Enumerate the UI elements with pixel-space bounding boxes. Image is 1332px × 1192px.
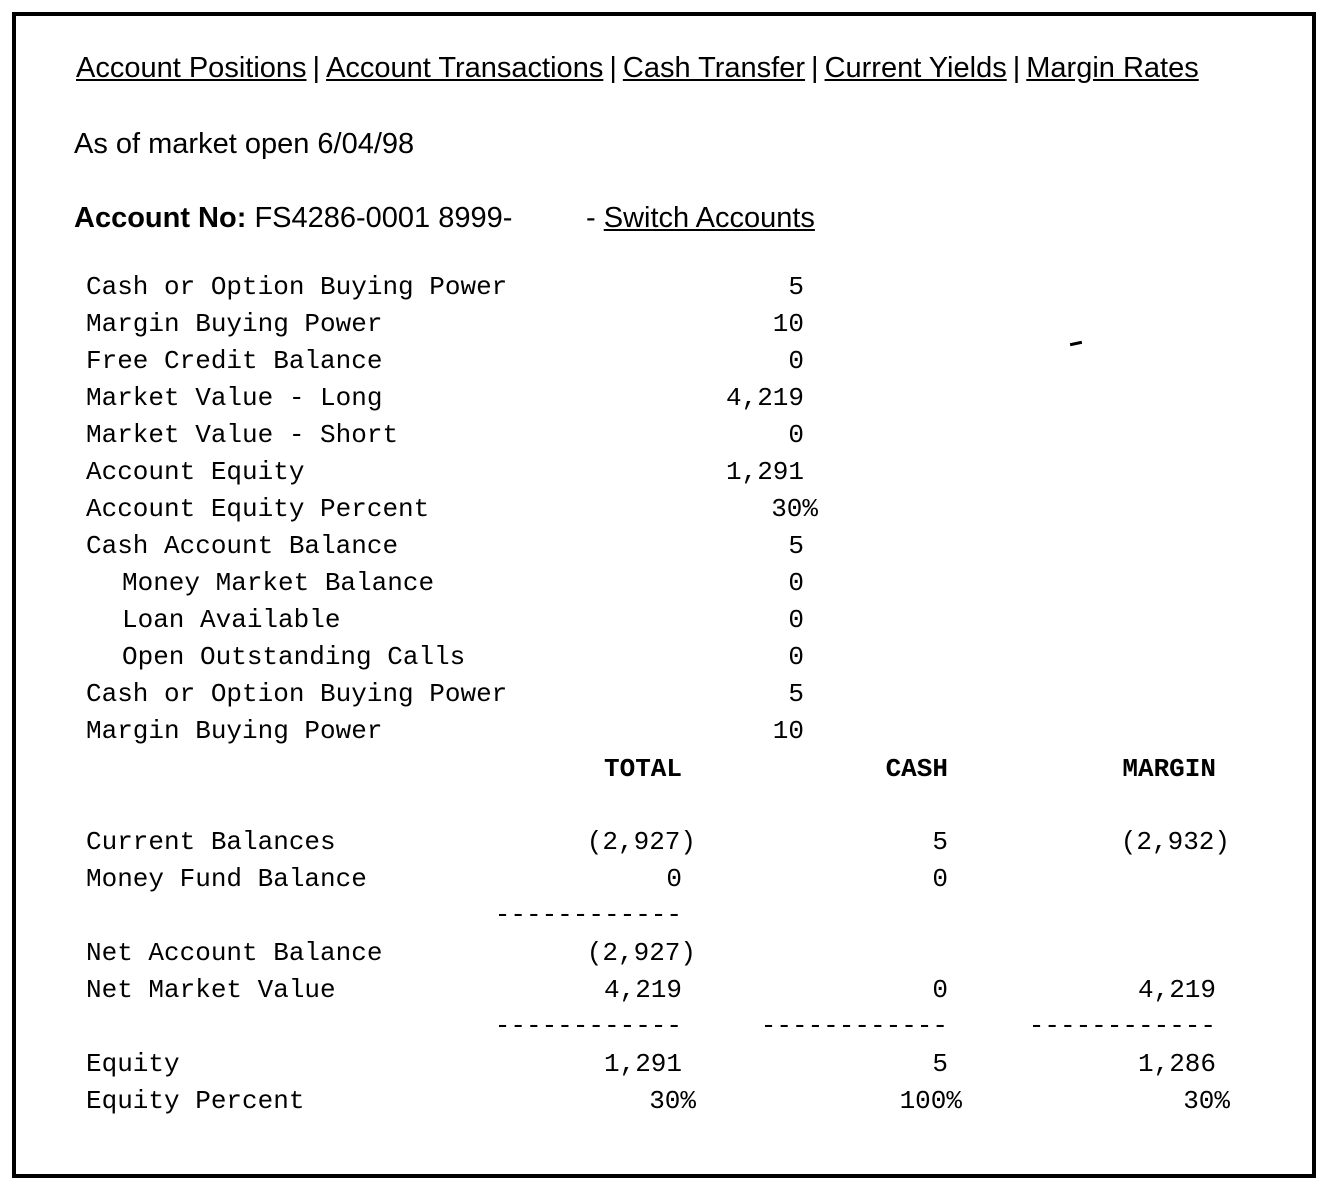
summary-value: 0 [788, 568, 804, 598]
summary-row [16, 346, 1312, 383]
total-value: (2,927) [586, 827, 696, 857]
balances-row [16, 864, 1312, 901]
switch-dash: - [586, 202, 596, 234]
summary-row [16, 716, 1312, 753]
summary-row [16, 383, 1312, 420]
total-value: 1,291 [603, 1049, 682, 1079]
balances-label: Net Account Balance [86, 938, 383, 968]
total-rule: ------------ [494, 900, 682, 930]
summary-row [16, 605, 1312, 642]
cash-rule: ------------ [760, 1011, 948, 1041]
summary-value: 5 [788, 272, 804, 302]
balances-label: Equity Percent [86, 1086, 305, 1116]
summary-label: Market Value - Short [86, 420, 399, 450]
nav-separator: | [1012, 52, 1021, 84]
summary-label: Account Equity Percent [86, 494, 430, 524]
summary-row [16, 420, 1312, 457]
summary-row [16, 568, 1312, 605]
total-value: 4,219 [603, 975, 682, 1005]
balances-header-row [16, 754, 1312, 791]
cash-value: 5 [932, 1049, 948, 1079]
nav-separator: | [312, 52, 321, 84]
cash-value: 0 [932, 975, 948, 1005]
summary-row [16, 457, 1312, 494]
summary-value: 0 [788, 346, 804, 376]
summary-label: Free Credit Balance [86, 346, 383, 376]
total-rule: ------------ [494, 1011, 682, 1041]
margin-value: 30% [1183, 1086, 1230, 1116]
account-label: Account No: [74, 202, 247, 234]
account-number: FS4286-0001 8999- [254, 202, 513, 234]
balances-label: Equity [86, 1049, 180, 1079]
balances-label: Money Fund Balance [86, 864, 367, 894]
cash-value: 5 [932, 827, 948, 857]
summary-value: 4,219 [725, 383, 804, 413]
cash-value: 0 [932, 864, 948, 894]
nav-separator: | [811, 52, 819, 84]
balances-row [16, 938, 1312, 975]
total-value: 0 [666, 864, 682, 894]
summary-value: 0 [788, 605, 804, 635]
nav-bar [76, 52, 1199, 85]
summary-label: Margin Buying Power [86, 309, 383, 339]
summary-value: 10 [772, 716, 804, 746]
total-value: (2,927) [586, 938, 696, 968]
margin-value: (2,932) [1120, 827, 1230, 857]
balances-row [16, 1049, 1312, 1086]
nav-link-account-positions[interactable]: Account Positions [76, 52, 307, 84]
summary-label: Cash or Option Buying Power [86, 679, 508, 709]
column-header-cash: CASH [885, 754, 948, 784]
column-header-total: TOTAL [603, 754, 682, 784]
balances-row [16, 1086, 1312, 1123]
nav-link-account-transactions[interactable]: Account Transactions [326, 52, 604, 84]
nav-link-cash-transfer[interactable]: Cash Transfer [622, 52, 806, 84]
cash-value: 100% [899, 1086, 962, 1116]
rule-row [16, 1011, 1312, 1048]
summary-value: 0 [788, 642, 804, 672]
summary-value: 0 [788, 420, 804, 450]
total-value: 30% [649, 1086, 696, 1116]
summary-label: Cash Account Balance [86, 531, 399, 561]
summary-label: Money Market Balance [122, 568, 435, 598]
nav-link-current-yields[interactable]: Current Yields [824, 52, 1007, 84]
margin-value: 4,219 [1137, 975, 1216, 1005]
balances-label: Net Market Value [86, 975, 336, 1005]
margin-rule: ------------ [1028, 1011, 1216, 1041]
nav-link-margin-rates[interactable]: Margin Rates [1026, 52, 1199, 84]
summary-value: 1,291 [725, 457, 804, 487]
switch-accounts-link[interactable]: Switch Accounts [603, 202, 815, 234]
nav-separator: | [609, 52, 617, 84]
summary-row [16, 679, 1312, 716]
summary-value: 5 [788, 531, 804, 561]
summary-row [16, 494, 1312, 531]
summary-label: Cash or Option Buying Power [86, 272, 508, 302]
summary-label: Margin Buying Power [86, 716, 383, 746]
summary-value: 30% [771, 494, 818, 524]
summary-value: 10 [772, 309, 804, 339]
column-header-margin: MARGIN [1122, 754, 1216, 784]
rule-row [16, 900, 1312, 937]
as-of-date: As of market open 6/04/98 [74, 128, 415, 160]
summary-row [16, 531, 1312, 568]
summary-row [16, 642, 1312, 679]
account-line [74, 202, 815, 235]
summary-label: Market Value - Long [86, 383, 383, 413]
balances-label: Current Balances [86, 827, 336, 857]
summary-row [16, 309, 1312, 346]
summary-row [16, 272, 1312, 309]
summary-label: Account Equity [86, 457, 305, 487]
summary-label: Loan Available [122, 605, 341, 635]
summary-label: Open Outstanding Calls [122, 642, 466, 672]
balances-row [16, 827, 1312, 864]
balances-row [16, 975, 1312, 1012]
margin-value: 1,286 [1137, 1049, 1216, 1079]
account-balances-window [12, 12, 1316, 1178]
summary-value: 5 [788, 679, 804, 709]
